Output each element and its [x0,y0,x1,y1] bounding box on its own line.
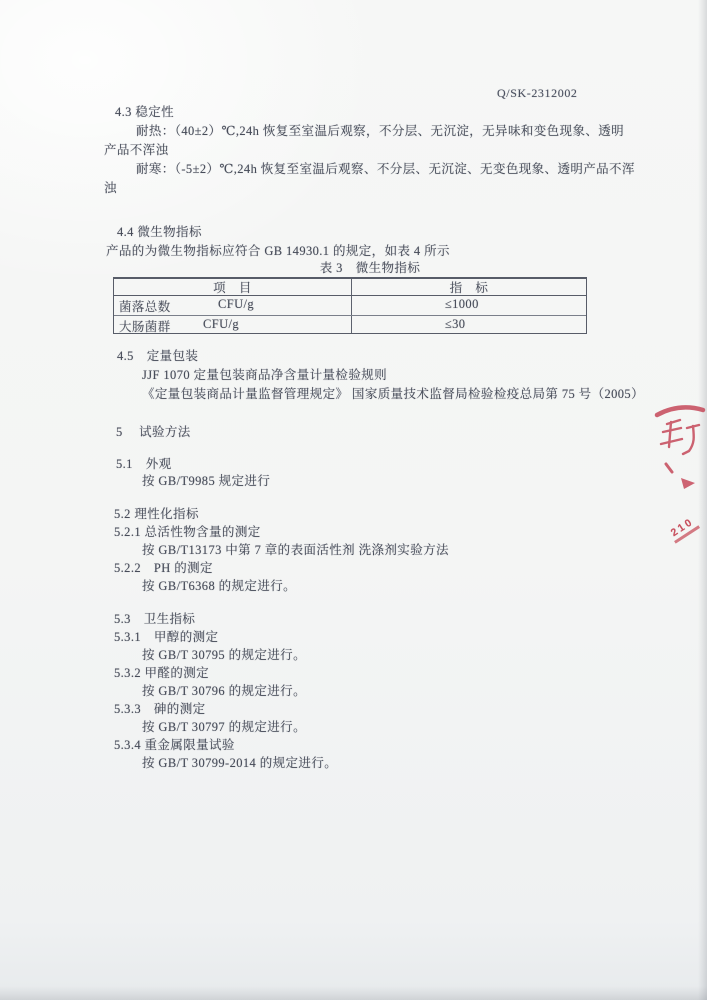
table-row [114,296,586,316]
section-4-3-line3: 耐寒：（-5±2）℃,24h 恢复至室温后观察、不分层、无沉淀、无变色现象、透明产品不浑 [136,162,635,176]
section-5-1-line1: 按 GB/T9985 规定进行 [142,474,271,488]
section-5-3-4-heading: 5.3.4 重金属限量试验 [114,738,235,752]
section-4-3-line2: 产品不浑浊 [104,143,169,157]
section-4-3-line4: 浊 [104,181,117,195]
section-4-3-line1: 耐热：（40±2）℃,24h 恢复至室温后观察，不分层、无沉淀，无异味和变色现象、透明 [136,124,625,138]
spec-value: ≤1000 [444,297,479,311]
section-4-4-intro: 产品的为微生物指标应符合 GB 14930.1 的规定，如表 4 所示 [106,244,450,258]
section-5-heading: 5 试验方法 [116,425,191,439]
table-cell-spec [352,316,586,333]
section-5-2-2-heading: 5.2.2 PH 的测定 [114,561,213,575]
item-name: 菌落总数 [119,300,171,314]
section-5-3-2-line1: 按 GB/T 30796 的规定进行。 [142,684,306,698]
doc-number: Q/SK-2312002 [497,86,578,100]
red-stamp-number: 210 [667,514,700,543]
table-cell-item [114,296,352,315]
section-5-2-1-heading: 5.2.1 总活性物含量的测定 [114,525,261,539]
section-4-3-heading: 4.3 稳定性 [115,105,175,119]
spec-value: ≤30 [444,317,466,331]
item-name: 大肠菌群 [119,320,171,334]
section-5-2-heading: 5.2 理性化指标 [114,507,199,521]
red-ink-handwriting-fragment [650,398,707,498]
section-4-4-heading: 4.4 微生物指标 [117,225,202,239]
section-4-5-line2: 《定量包装商品计量监督管理规定》 国家质量技术监督局检验检疫总局第 75 号（2005） [142,387,644,401]
table-cell-item [114,316,352,333]
item-unit: CFU/g [218,297,255,311]
section-5-3-3-heading: 5.3.3 砷的测定 [114,702,206,716]
page-edge-shadow-right [698,0,707,1000]
section-5-2-1-line1: 按 GB/T13173 中第 7 章的表面活性剂 洗涤剂实验方法 [142,543,449,557]
table-header-row [114,279,586,296]
table-header-spec: 指 标 [449,281,489,295]
section-5-3-1-line1: 按 GB/T 30795 的规定进行。 [142,648,306,662]
red-ink-mark [681,478,695,489]
section-5-3-heading: 5.3 卫生指标 [114,612,196,626]
section-5-2-2-line1: 按 GB/T6368 的规定进行。 [142,579,297,593]
table-header-item: 项 目 [114,279,352,295]
microbe-table [113,277,587,334]
item-unit: CFU/g [203,317,240,331]
section-5-1-heading: 5.1 外观 [116,457,172,471]
table-caption: 表 3 微生物指标 [319,261,421,275]
table-row [114,316,586,333]
page-edge-shadow-bottom [0,986,707,1000]
section-4-5-line1: JJF 1070 定量包装商品净含量计量检验规则 [142,368,388,382]
section-5-3-4-line1: 按 GB/T 30799-2014 的规定进行。 [142,756,338,770]
section-4-5-heading: 4.5 定量包装 [117,349,199,363]
table-cell-spec [352,296,586,315]
section-5-3-3-line1: 按 GB/T 30797 的规定进行。 [142,720,306,734]
section-5-3-2-heading: 5.3.2 甲醛的测定 [114,666,210,680]
section-5-3-1-heading: 5.3.1 甲醇的测定 [114,630,219,644]
